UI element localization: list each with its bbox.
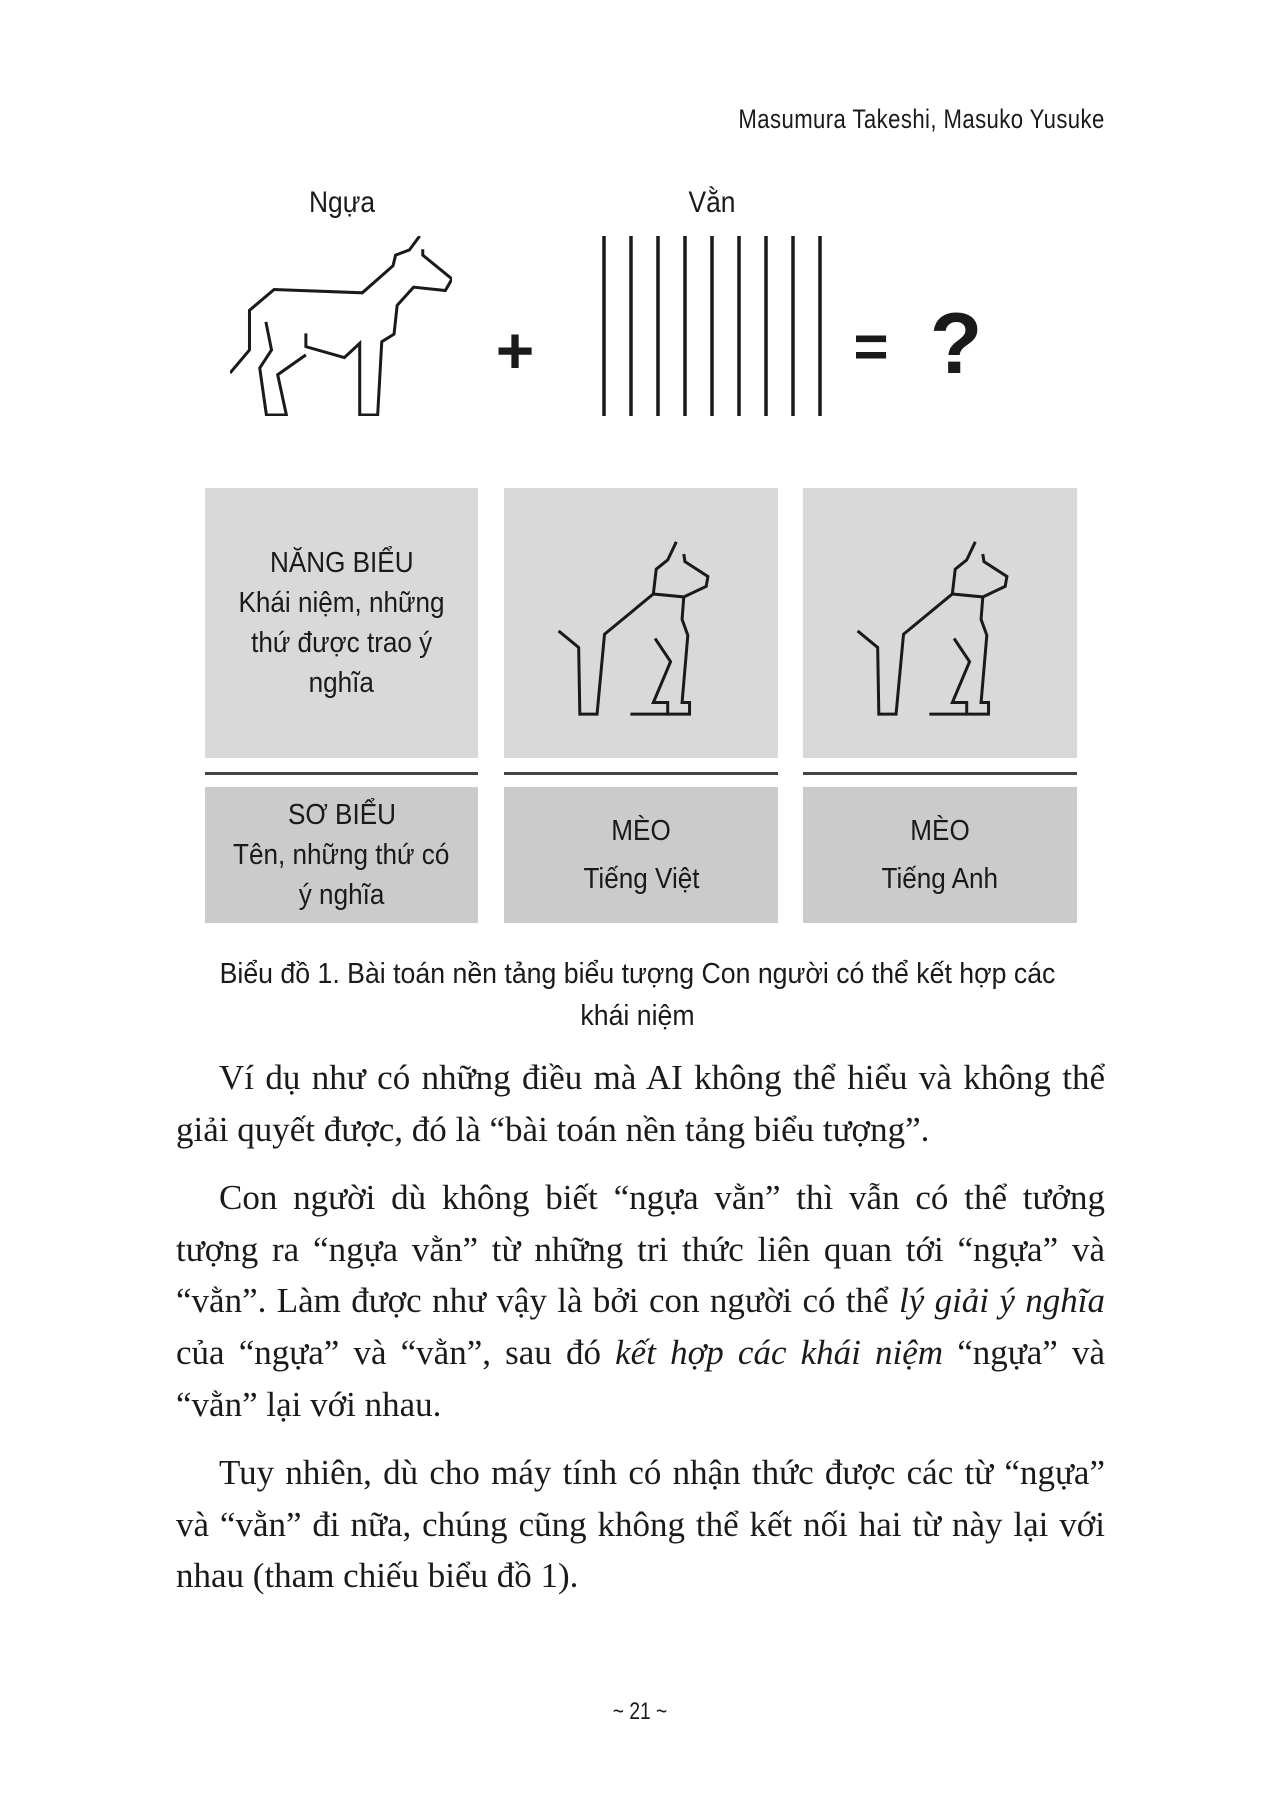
symbol-desc-2: ý nghĩa — [298, 879, 385, 911]
word-box-vietnamese — [504, 787, 778, 923]
symbol-title: SƠ BIỂU — [287, 799, 396, 831]
emphasis: kết hợp các khái niệm — [615, 1332, 944, 1372]
body-text — [176, 1052, 1105, 1602]
figure-caption — [150, 953, 1125, 1037]
cat-icon — [803, 488, 1077, 758]
word-box-english — [803, 787, 1077, 923]
caption-line-2: khái niệm — [580, 1000, 695, 1032]
concept-title: NĂNG BIỂU — [269, 547, 414, 579]
equals-sign: = — [853, 313, 889, 380]
cat-image-box-2 — [803, 488, 1077, 758]
concept-box — [205, 488, 478, 758]
text: Con người dù không biết “ngựa vằn” thì vẫn có thể tưởng tượng ra “ngựa vằn” từ những tri thức liên quan tới “ngựa” và “vằn”. Làm được như vậy là bởi con người có thể — [176, 1178, 1105, 1321]
paragraph-1: Ví dụ như có những điều mà AI không thể hiểu và không thể giải quyết được, đó là “bài toán nền tảng biểu tượng”. — [176, 1058, 1105, 1149]
concept-desc-3: nghĩa — [308, 667, 375, 699]
word-title: MÈO — [611, 815, 671, 847]
text: của “ngựa” và “vằn”, sau đó — [176, 1332, 616, 1372]
symbol-box — [205, 787, 478, 923]
running-header: Masumura Takeshi, Masuko Yusuke — [738, 104, 1105, 134]
divider — [205, 772, 478, 775]
word-title: MÈO — [910, 815, 970, 847]
emphasis: lý giải ý nghĩa — [898, 1281, 1106, 1321]
divider — [803, 772, 1077, 775]
page-number: ~ 21 ~ — [612, 1698, 668, 1725]
concept-desc-1: Khái niệm, những — [238, 587, 445, 619]
paragraph-2 — [176, 1172, 1105, 1430]
stripes-icon — [600, 236, 828, 418]
divider — [504, 772, 778, 775]
text: “ngựa” và “vằn” lại với nhau. — [176, 1332, 1106, 1424]
plus-sign: + — [495, 313, 535, 387]
word-language: Tiếng Việt — [582, 863, 700, 895]
question-mark: ? — [929, 296, 983, 392]
horse-label: Ngựa — [308, 186, 376, 219]
paragraph-3: Tuy nhiên, dù cho máy tính có nhận thức được các từ “ngựa” và “vằn” đi nữa, chúng cũng không thể kết nối hai từ này lại với nhau (tham chiếu biểu đồ 1). — [176, 1453, 1105, 1596]
cat-image-box-1 — [504, 488, 778, 758]
cat-icon — [504, 488, 778, 758]
horse-icon — [230, 236, 452, 416]
word-language: Tiếng Anh — [881, 863, 999, 895]
symbol-desc-1: Tên, những thứ có — [233, 839, 450, 871]
caption-line-1: Biểu đồ 1. Bài toán nền tảng biểu tượng Con người có thể kết hợp các — [219, 958, 1056, 990]
stripes-label: Vằn — [688, 186, 736, 219]
concept-desc-2: thứ được trao ý — [250, 627, 433, 659]
